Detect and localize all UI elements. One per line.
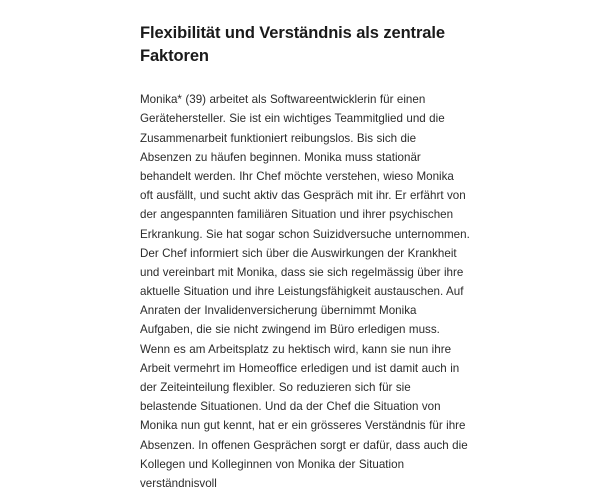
page-title: Flexibilität und Verständnis als zentrale Faktoren: [140, 24, 445, 66]
article-content: [140, 22, 470, 493]
article-body: [140, 90, 470, 493]
body-paragraph: Monika* (39) arbeitet als Softwareentwicklerin für einen Gerätehersteller. Sie ist ein wichtiges Teammitglied und die Zusammenarbeit funktioniert reibungslos. Bis sich die Absenzen zu häufen beginnen. Monika muss stationär behandelt werden. Ihr Chef möchte verstehen, wieso Monika oft ausfällt, und sucht aktiv das Gespräch mit ihr. Er erfährt von der angespannten familiären Situation und ihrer psychischen Erkrankung. Sie hat sogar schon Suizidversuche unternommen. Der Chef informiert sich über die Auswirkungen der Krankheit und vereinbart mit Monika, dass sie sich regelmässig über ihre aktuelle Situation und ihre Leistungsfähigkeit austauschen. Auf Anraten der Invalidenversicherung übernimmt Monika Aufgaben, die sie nicht zwingend im Büro erledigen muss. Wenn es am Arbeitsplatz zu hektisch wird, kann sie nun ihre Arbeit vermehrt im Homeoffice erledigen und ist damit auch in der Zeiteinteilung flexibler. So reduzieren sich für sie belastende Situationen. Und da der Chef die Situation von Monika nun gut kennt, hat er ein grösseres Verständnis für ihre Absenzen. In offenen Gesprächen sorgt er dafür, dass auch die Kollegen und Kolleginnen von Monika der Situation verständnisvoll: [140, 93, 470, 490]
